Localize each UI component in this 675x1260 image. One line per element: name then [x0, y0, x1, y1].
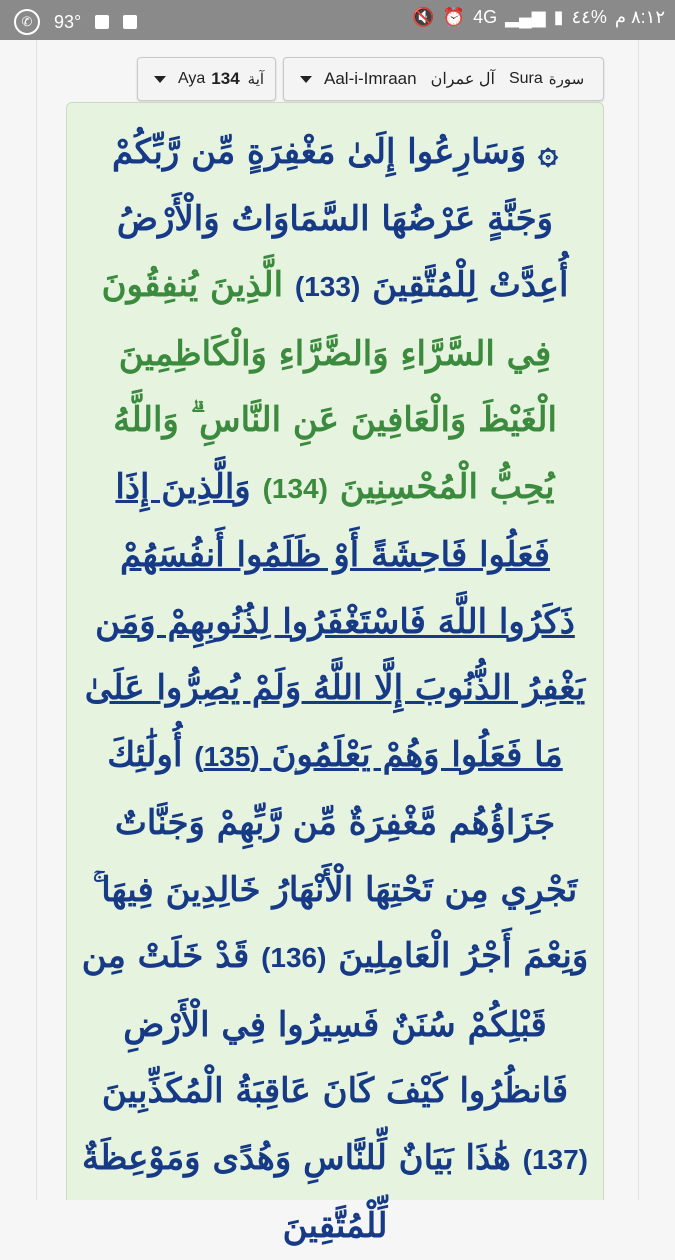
- temperature: 93°: [54, 11, 82, 32]
- clock: ٨:١٢ م: [614, 7, 665, 27]
- verse-number-136: (136): [261, 942, 327, 973]
- verse-135[interactable]: [85, 467, 586, 775]
- battery-percent: ٤٤%: [571, 7, 607, 27]
- mute-icon: 🔇: [412, 7, 435, 27]
- sura-name-ar: آل عمران: [430, 71, 495, 88]
- sura-selector[interactable]: [283, 57, 604, 101]
- battery-icon: ▮: [553, 7, 564, 27]
- verse-137-text: قَدْ خَلَتْ مِن قَبْلِكُمْ سُنَنٌ فَسِيرُوا فِي الْأَرْضِ فَانظُرُوا كَيْفَ كَانَ عَاقِبَةُ الْمُكَذِّبِينَ: [81, 936, 569, 1111]
- sura-label-en: Sura: [508, 70, 543, 87]
- status-left: [14, 9, 137, 35]
- network-label: 4G: [473, 7, 498, 27]
- verse-135-text: وَالَّذِينَ إِذَا فَعَلُوا فَاحِشَةً أَوْ ظَلَمُوا أَنفُسَهُمْ ذَكَرُوا اللَّهَ فَاسْتَغْفَرُوا لِذُنُوبِهِمْ وَمَن يَغْفِرُ الذُّنُوبَ إِلَّا اللَّهُ وَلَمْ يُصِرُّوا عَلَىٰ مَا فَعَلُوا وَهُمْ يَعْلَمُونَ: [84, 466, 586, 775]
- notification-icon: [123, 15, 137, 29]
- aya-label-en: Aya: [178, 70, 206, 87]
- chevron-down-icon: [154, 76, 166, 83]
- sura-name-en: Aal-i-Imraan: [324, 69, 417, 88]
- verse-138-text: هَٰذَا بَيَانٌ لِّلنَّاسِ وَهُدًى وَمَوْعِظَةٌ لِّلْمُتَّقِينَ: [82, 1137, 511, 1246]
- app-icon: [95, 15, 109, 29]
- aya-number: 134: [211, 69, 240, 88]
- whatsapp-icon: ✆: [14, 9, 40, 35]
- page-edge-right: [638, 40, 639, 1200]
- verse-134-text: الَّذِينَ يُنفِقُونَ فِي السَّرَّاءِ وَالضَّرَّاءِ وَالْكَاظِمِينَ الْغَيْظَ وَالْعَافِينَ عَنِ النَّاسِ ۗ وَاللَّهُ يُحِبُّ الْمُحْسِنِينَ: [101, 265, 557, 507]
- verse-number-135: (135): [194, 740, 260, 772]
- sura-label-ar: سورة: [548, 71, 585, 88]
- verse-number-137: (137): [522, 1143, 588, 1175]
- verse-138[interactable]: [82, 1138, 511, 1247]
- status-right: [412, 7, 665, 28]
- aya-selector[interactable]: [137, 57, 276, 101]
- status-bar: [0, 0, 675, 40]
- page-edge-left: [36, 40, 37, 1200]
- verse-text: [67, 103, 603, 1260]
- verse-number-133: (133): [294, 271, 361, 302]
- verse-136-text: أُولَٰئِكَ جَزَاؤُهُم مَّغْفِرَةٌ مِّن رَّبِّهِمْ وَجَنَّاتٌ تَجْرِي مِن تَحْتِهَا الْأَنْهَارُ خَالِدِينَ فِيهَا ۚ وَنِعْمَ أَجْرُ الْعَامِلِينَ: [92, 734, 589, 976]
- alarm-icon: ⏰: [442, 7, 466, 27]
- chevron-down-icon: [300, 76, 312, 83]
- aya-label-ar: آية: [247, 71, 265, 88]
- signal-icon: ▂▄▆: [505, 7, 546, 27]
- verse-panel: [66, 102, 604, 1246]
- verse-133-text: ۞ وَسَارِعُوا إِلَىٰ مَغْفِرَةٍ مِّن رَّبِّكُمْ وَجَنَّةٍ عَرْضُهَا السَّمَاوَاتُ وَالْأَرْضُ أُعِدَّتْ لِلْمُتَّقِينَ: [111, 132, 569, 305]
- verse-number-134: (134): [262, 472, 328, 504]
